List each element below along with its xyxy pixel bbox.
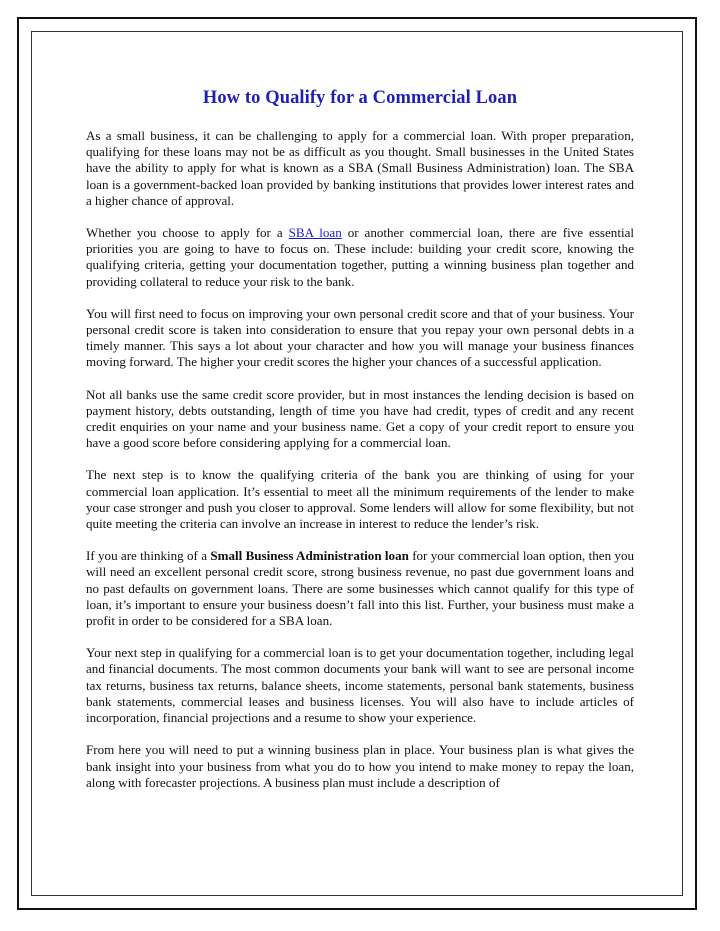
paragraph-credit-provider: Not all banks use the same credit score provider, but in most instances the lending decision is based on payment history, debts outstanding, length of time you have had credit, types of credit and any recent credit enquiries on your name and your business name. Get a copy of your credit report to ensure you have a good score before considering applying for a commercial loan. xyxy=(86,386,634,451)
paragraph-credit-score: You will first need to focus on improving your own personal credit score and that of your business. Your personal credit score is taken into consideration to ensure that you repay your own personal debts in a timely manner. This says a lot about your character and how you will manage your business finances moving forward. The higher your credit scores the higher your chances of a successful application. xyxy=(86,305,634,370)
paragraph-priorities-after: or another commercial loan, there are five essential priorities you are going to have to focus on. These include: building your credit score, knowing the qualifying criteria, getting your documentation together, putting a winning business plan together and providing collateral to reduce your risk to the bank. xyxy=(86,225,634,289)
paragraph-sba-before: If you are thinking of a xyxy=(86,548,211,564)
paragraph-business-plan: From here you will need to put a winning business plan in place. Your business plan is what gives the bank insight into your business from what you do to how you intend to make money to repay the loan, along with forecaster projections. A business plan must include a description of xyxy=(86,742,634,790)
document-title: How to Qualify for a Commercial Loan xyxy=(202,88,518,108)
paragraph-sba-after: for your commercial loan option, then you will need an excellent personal credit score, strong business revenue, no past due government loans and no past defaults on government loans. There are some businesses which cannot qualify for this type of loan, it’s important to ensure your business doesn’t fall into this list. Further, your business must make a profit in order to be considered for a SBA loan. xyxy=(86,548,634,629)
paragraph-intro: As a small business, it can be challenging to apply for a commercial loan. With proper preparation, qualifying for these loans may not be as difficult as you thought. Small businesses in the United States have the ability to apply for what is known as a SBA (Small Business Administration) loan. The SBA loan is a government-backed loan provided by banking institutions that provides lower interest rates and a higher chance of approval. xyxy=(86,128,634,208)
paragraph-sba-requirements xyxy=(86,548,634,629)
paragraph-priorities-before: Whether you choose to apply for a xyxy=(86,225,289,241)
paragraph-documentation: Your next step in qualifying for a commercial loan is to get your documentation together, including legal and financial documents. The most common documents your bank will want to see are personal income tax returns, business tax returns, balance sheets, income statements, personal bank statements, business bank statements, commercial leases and business licenses. You will also have to include articles of incorporation, financial projections and a resume to show your experience. xyxy=(86,645,634,726)
document-body xyxy=(86,88,634,807)
sba-loan-link[interactable]: SBA loan xyxy=(288,225,342,241)
paragraph-priorities xyxy=(86,225,634,290)
paragraph-qualifying-criteria: The next step is to know the qualifying criteria of the bank you are thinking of using for your commercial loan application. It’s essential to meet all the minimum requirements of the lender to make your case stronger and push you closer to approval. Some lenders will allow for some flexibility, but not quite meeting the criteria can involve an increase in interest to reduce the lender’s risk. xyxy=(86,467,634,532)
sba-bold-term: Small Business Administration loan xyxy=(210,548,409,564)
